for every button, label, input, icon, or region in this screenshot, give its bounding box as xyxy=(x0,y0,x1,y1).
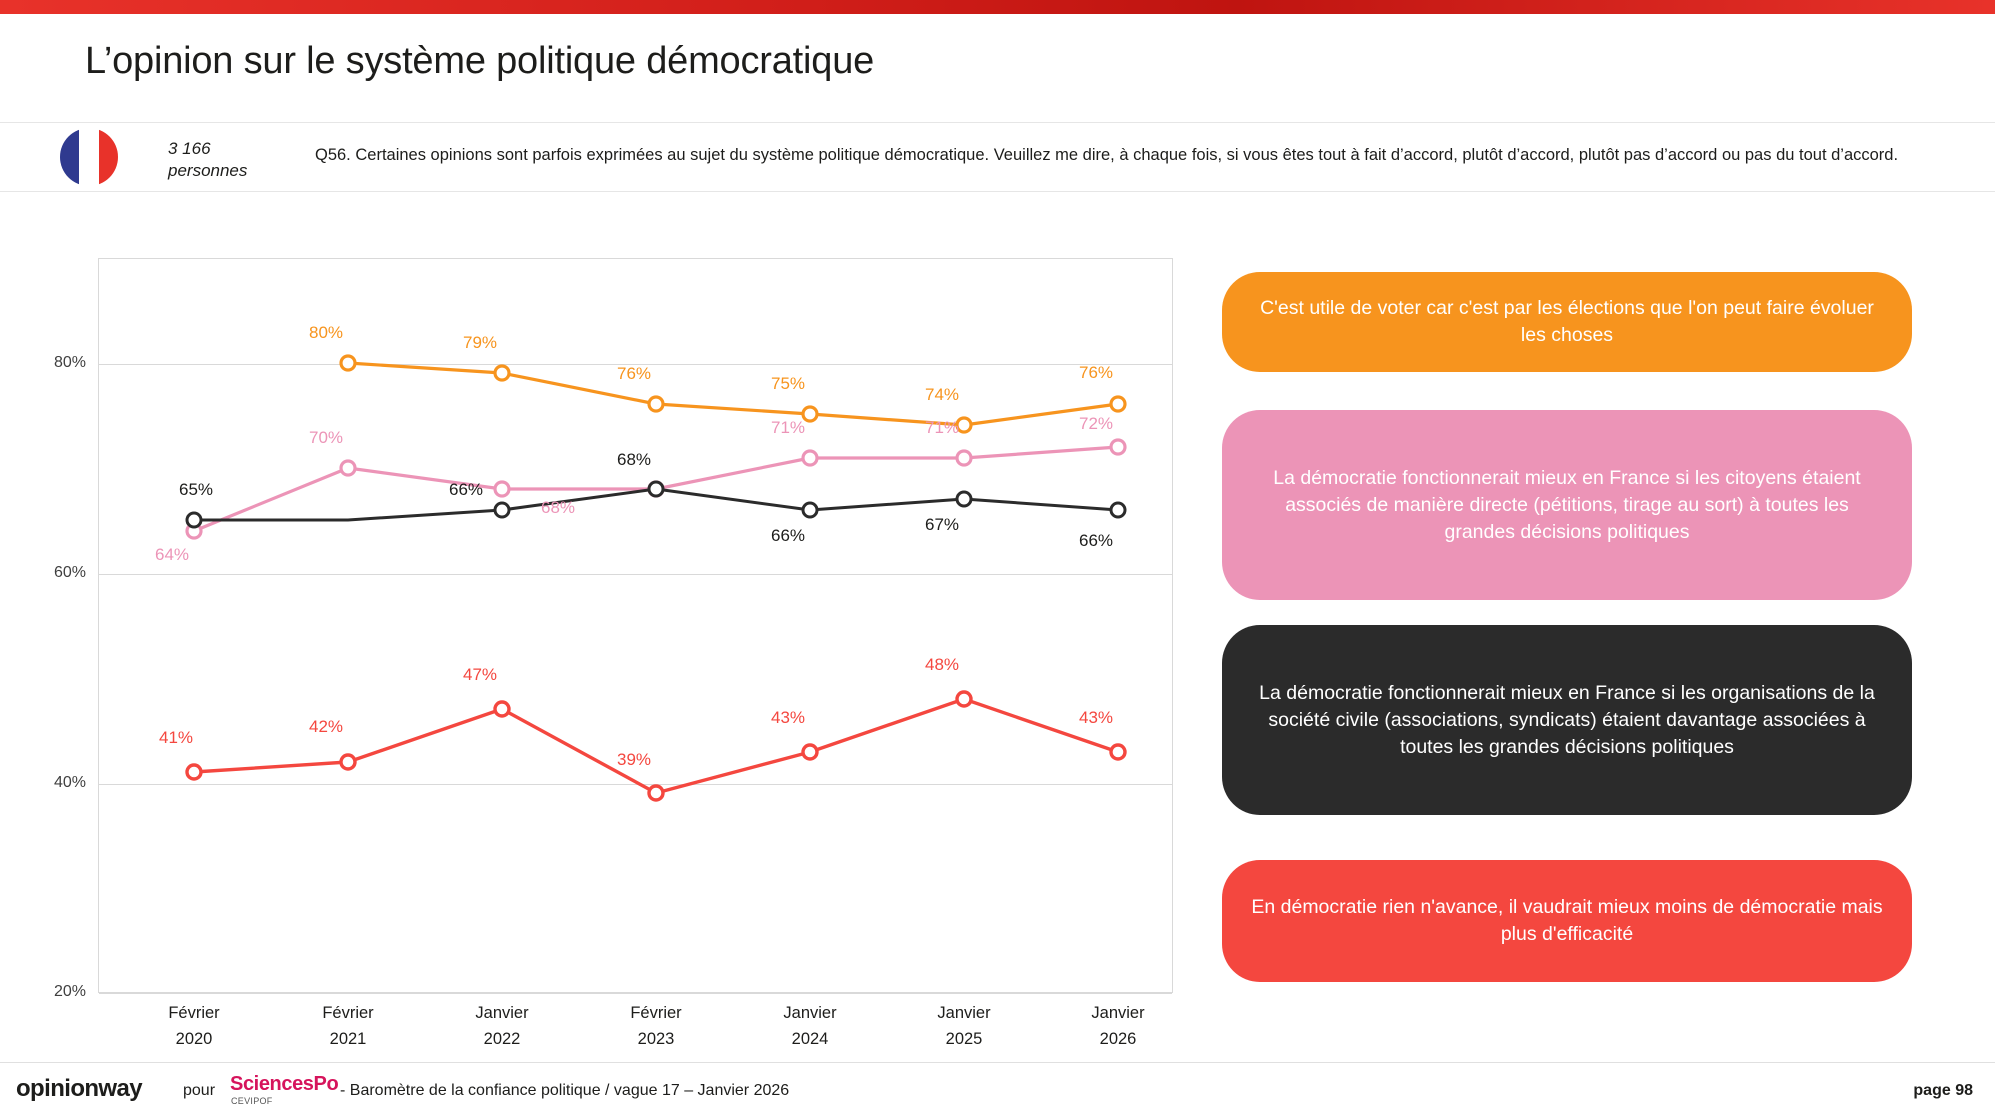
label-black-2023: 68% xyxy=(616,450,652,469)
label-pink-2025: 71% xyxy=(924,418,960,437)
label-pink-2020: 64% xyxy=(154,545,190,564)
x-label-2024 xyxy=(735,1000,885,1052)
point-black-2023 xyxy=(649,482,663,496)
point-red-2026 xyxy=(1111,745,1125,759)
y-axis-labels xyxy=(0,258,98,1000)
y-tick-60: 60% xyxy=(53,564,86,581)
label-red-2023: 39% xyxy=(616,750,652,769)
x-label-2023 xyxy=(581,1000,731,1052)
france-flag-icon xyxy=(60,128,118,186)
point-black-2022 xyxy=(495,503,509,517)
label-orange-2025: 74% xyxy=(924,385,960,404)
gridline-20 xyxy=(99,993,1172,994)
point-orange-2022 xyxy=(495,366,509,380)
legend-item-vote[interactable]: C'est utile de voter car c'est par les élections que l'on peut faire évoluer les choses xyxy=(1222,272,1912,372)
x-label-2026 xyxy=(1043,1000,1193,1052)
label-red-2026: 43% xyxy=(1078,708,1114,727)
x-label-2025-month: Janvier xyxy=(937,1004,991,1022)
label-orange-2022: 79% xyxy=(462,333,498,352)
legend-item-citizens[interactable]: La démocratie fonctionnerait mieux en France si les citoyens étaient associés de manière directe (pétitions, tirage au sort) à toutes les grandes décisions politiques xyxy=(1222,410,1912,600)
question-text: Q56. Certaines opinions sont parfois exprimées au sujet du système politique démocratique. Veuillez me dire, à chaque fois, si vous êtes tout à fait d’accord, plutôt d’accord, plutôt pas d’accord ou pas du tout d’accord. xyxy=(315,146,1899,164)
y-tick-40: 40% xyxy=(53,774,86,791)
x-label-2024-year: 2024 xyxy=(791,1030,829,1048)
legend-item-efficiency[interactable]: En démocratie rien n'avance, il vaudrait mieux moins de démocratie mais plus d'efficacité xyxy=(1222,860,1912,982)
x-label-2025 xyxy=(889,1000,1039,1052)
label-pink-2023: 68% xyxy=(540,498,576,517)
series-orange-line xyxy=(348,363,1118,425)
x-label-2020-year: 2020 xyxy=(175,1030,213,1048)
x-label-2020-month: Février xyxy=(168,1004,220,1022)
point-black-2020 xyxy=(187,513,201,527)
label-orange-2021: 80% xyxy=(308,323,344,342)
label-pink-2021: 70% xyxy=(308,428,344,447)
footer-pour: pour xyxy=(183,1082,216,1099)
point-pink-2021 xyxy=(341,461,355,475)
point-pink-2025 xyxy=(957,451,971,465)
point-pink-2022 xyxy=(495,482,509,496)
x-label-2023-month: Février xyxy=(630,1004,682,1022)
x-label-2026-year: 2026 xyxy=(1099,1030,1137,1048)
sample-size: 3 166 personnes xyxy=(168,139,248,180)
sciencespo-logo: SciencesPo xyxy=(230,1073,339,1095)
label-red-2022: 47% xyxy=(462,665,498,684)
x-label-2024-month: Janvier xyxy=(783,1004,837,1022)
y-tick-80: 80% xyxy=(53,354,86,371)
x-label-2021-year: 2021 xyxy=(329,1030,367,1048)
point-red-2024 xyxy=(803,745,817,759)
point-orange-2025 xyxy=(957,418,971,432)
x-label-2021-month: Février xyxy=(322,1004,374,1022)
point-pink-2026 xyxy=(1111,440,1125,454)
page-number: page 98 xyxy=(1913,1082,1973,1099)
x-label-2025-year: 2025 xyxy=(945,1030,983,1048)
point-pink-2024 xyxy=(803,451,817,465)
label-black-2020: 65% xyxy=(178,480,214,499)
x-label-2022-year: 2022 xyxy=(483,1030,521,1048)
point-red-2021 xyxy=(341,755,355,769)
label-red-2020: 41% xyxy=(158,728,194,747)
point-orange-2021 xyxy=(341,356,355,370)
page-title: L’opinion sur le système politique démocratique xyxy=(85,40,875,82)
point-black-2024 xyxy=(803,503,817,517)
label-orange-2026: 76% xyxy=(1078,363,1114,382)
legend-item-civil-society[interactable]: La démocratie fonctionnerait mieux en France si les organisations de la société civile (associations, syndicats) étaient davantage associées à toutes les grandes décisions politiques xyxy=(1222,625,1912,815)
point-red-2023 xyxy=(649,786,663,800)
footer-source: - Baromètre de la confiance politique / vague 17 – Janvier 2026 xyxy=(340,1082,790,1099)
label-red-2024: 43% xyxy=(770,708,806,727)
label-pink-2026: 72% xyxy=(1078,414,1114,433)
top-accent-bar xyxy=(0,0,1995,14)
series-red-line xyxy=(194,699,1118,793)
label-black-2025: 67% xyxy=(924,515,960,534)
footer-divider xyxy=(0,1062,1995,1063)
opinionway-logo xyxy=(16,1075,142,1103)
label-black-2022: 66% xyxy=(448,480,484,499)
point-red-2020 xyxy=(187,765,201,779)
point-red-2022 xyxy=(495,702,509,716)
cevipof-label: CEVIPOF xyxy=(231,1096,273,1106)
point-red-2025 xyxy=(957,692,971,706)
point-black-2026 xyxy=(1111,503,1125,517)
x-label-2022 xyxy=(427,1000,577,1052)
point-orange-2024 xyxy=(803,407,817,421)
point-black-2025 xyxy=(957,492,971,506)
x-label-2026-month: Janvier xyxy=(1091,1004,1145,1022)
label-red-2021: 42% xyxy=(308,717,344,736)
label-black-2026: 66% xyxy=(1078,531,1114,550)
point-orange-2023 xyxy=(649,397,663,411)
label-orange-2024: 75% xyxy=(770,374,806,393)
opinionway-logo-text: opinionway xyxy=(16,1075,143,1102)
x-label-2023-year: 2023 xyxy=(637,1030,675,1048)
label-pink-2024: 71% xyxy=(770,418,806,437)
x-label-2022-month: Janvier xyxy=(475,1004,529,1022)
label-orange-2023: 76% xyxy=(616,364,652,383)
x-label-2020 xyxy=(119,1000,269,1052)
y-tick-20: 20% xyxy=(53,983,86,1000)
x-axis-labels xyxy=(98,1000,1173,1062)
point-orange-2026 xyxy=(1111,397,1125,411)
label-red-2025: 48% xyxy=(924,655,960,674)
label-black-2024: 66% xyxy=(770,526,806,545)
x-label-2021 xyxy=(273,1000,423,1052)
